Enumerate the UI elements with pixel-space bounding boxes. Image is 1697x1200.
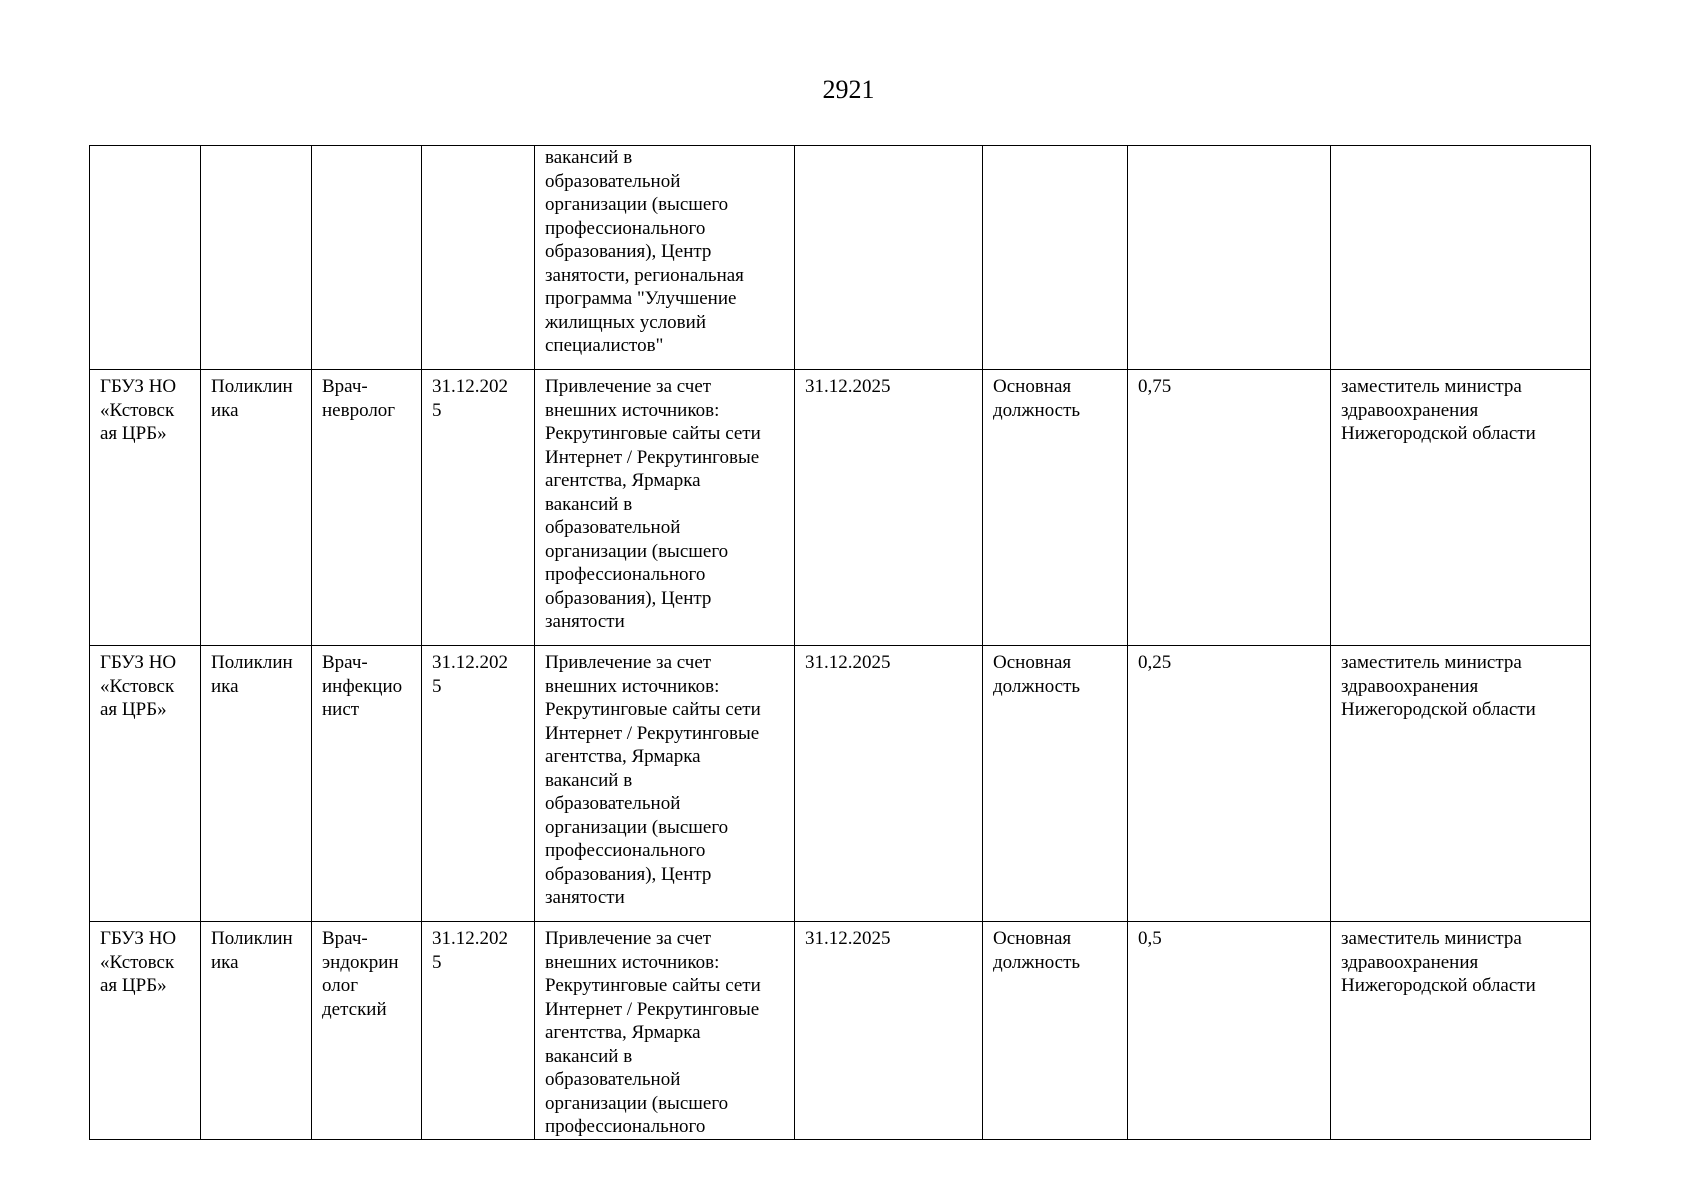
cell-position: Врач- инфекцио нист [312, 646, 422, 922]
table-row-continuation [90, 146, 1591, 370]
cell-recruitment-method: Привлечение за счет внешних источников: Рекрутинговые сайты сети Интернет / Рекрутинговые агентства, Ярмарка вакансий в образовательной организации (высшего профессионального [535, 922, 795, 1140]
cell-department [201, 146, 312, 370]
cell-rate: 0,25 [1128, 646, 1331, 922]
cell-organization: ГБУЗ НО «Кстовск ая ЦРБ» [90, 646, 201, 922]
cell-employment-type: Основная должность [983, 370, 1128, 646]
cell-responsible: заместитель министра здравоохранения Нижегородской области [1331, 646, 1591, 922]
cell-rate: 0,5 [1128, 922, 1331, 1140]
cell-organization [90, 146, 201, 370]
cell-department: Поликлин ика [201, 370, 312, 646]
cell-date: 31.12.202 5 [422, 370, 535, 646]
cell-deadline: 31.12.2025 [795, 370, 983, 646]
cell-date: 31.12.202 5 [422, 922, 535, 1140]
cell-rate: 0,75 [1128, 370, 1331, 646]
cell-date: 31.12.202 5 [422, 646, 535, 922]
cell-recruitment-method: Привлечение за счет внешних источников: Рекрутинговые сайты сети Интернет / Рекрутинговые агентства, Ярмарка вакансий в образовательной организации (высшего профессионального образования), Центр занятости [535, 646, 795, 922]
cell-deadline: 31.12.2025 [795, 646, 983, 922]
page-number: 2921 [822, 75, 875, 104]
cell-position: Врач- эндокрин олог детский [312, 922, 422, 1140]
cell-date [422, 146, 535, 370]
cell-employment-type: Основная должность [983, 922, 1128, 1140]
table-row-infectionist [90, 646, 1591, 922]
cell-position: Врач- невролог [312, 370, 422, 646]
table-row-endocrinologist [90, 922, 1591, 1140]
cell-responsible [1331, 146, 1591, 370]
cell-deadline: 31.12.2025 [795, 922, 983, 1140]
cell-department: Поликлин ика [201, 922, 312, 1140]
cell-responsible: заместитель министра здравоохранения Нижегородской области [1331, 370, 1591, 646]
cell-recruitment-method: Привлечение за счет внешних источников: Рекрутинговые сайты сети Интернет / Рекрутинговые агентства, Ярмарка вакансий в образовательной организации (высшего профессионального образования), Центр занятости [535, 370, 795, 646]
vacancy-table [89, 145, 1591, 1140]
cell-responsible: заместитель министра здравоохранения Нижегородской области [1331, 922, 1591, 1140]
cell-employment-type [983, 146, 1128, 370]
cell-employment-type: Основная должность [983, 646, 1128, 922]
cell-organization: ГБУЗ НО «Кстовск ая ЦРБ» [90, 370, 201, 646]
cell-position [312, 146, 422, 370]
table-row-neurologist [90, 370, 1591, 646]
cell-recruitment-method: вакансий в образовательной организации (высшего профессионального образования), Центр занятости, региональная программа "Улучшение жилищных условий специалистов" [535, 146, 795, 370]
cell-organization: ГБУЗ НО «Кстовск ая ЦРБ» [90, 922, 201, 1140]
cell-rate [1128, 146, 1331, 370]
cell-department: Поликлин ика [201, 646, 312, 922]
cell-deadline [795, 146, 983, 370]
